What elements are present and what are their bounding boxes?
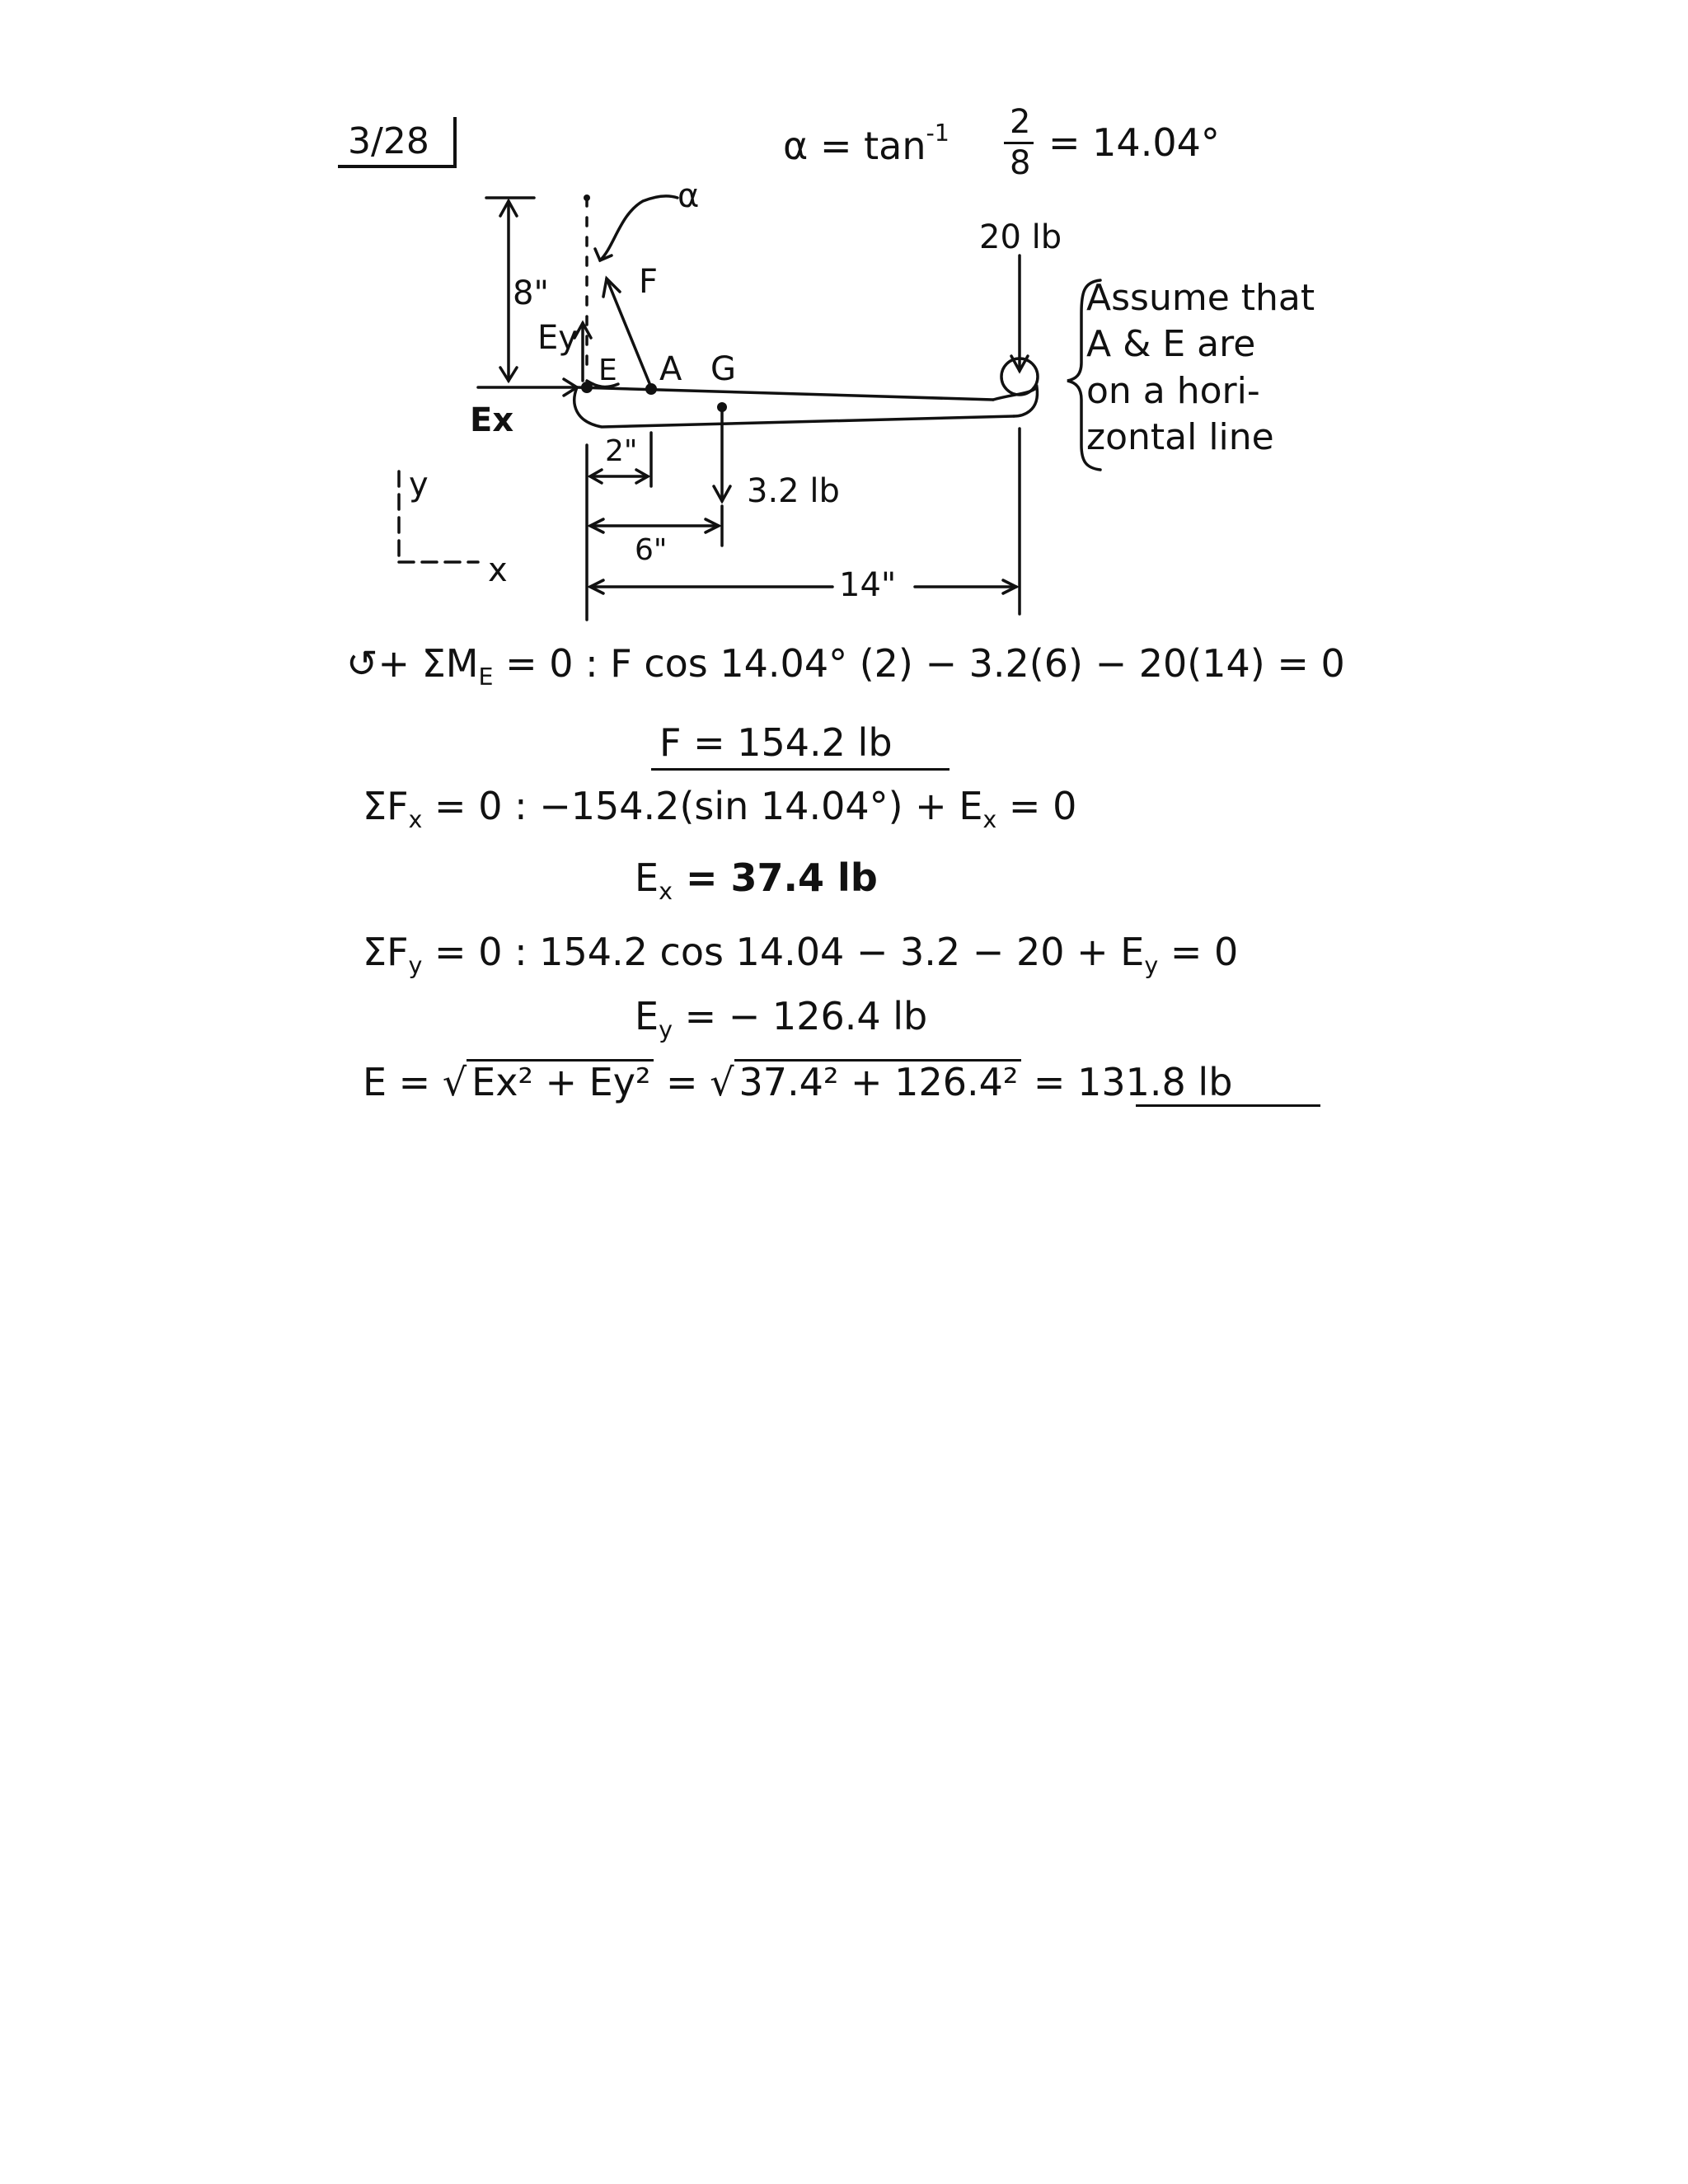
alpha-label: α bbox=[678, 177, 700, 215]
load-20lb-label: 20 lb bbox=[979, 218, 1062, 256]
axis-x-label: x bbox=[488, 551, 508, 589]
alpha-leader bbox=[600, 196, 678, 260]
moment-sum-symbol: ↺+ ΣM bbox=[346, 641, 479, 686]
Ey-result bbox=[635, 994, 928, 1044]
Ey-value: = − 126.4 lb bbox=[672, 994, 928, 1038]
alpha-prefix: α = tan bbox=[783, 124, 926, 168]
Ex-result bbox=[635, 855, 878, 906]
fy-equation bbox=[363, 930, 1239, 980]
fy-terms: = 0 : 154.2 cos 14.04 − 3.2 − 20 + E bbox=[422, 930, 1145, 974]
point-G-label: G bbox=[710, 350, 736, 388]
fy-subscript: y bbox=[408, 952, 423, 980]
E-lhs: E = bbox=[363, 1060, 443, 1104]
E-equals-2: = bbox=[1021, 1060, 1078, 1104]
E-radicand-2: 37.4² + 126.4² bbox=[734, 1059, 1022, 1101]
assumption-note bbox=[1086, 275, 1315, 461]
dim-14-label: 14" bbox=[839, 566, 897, 604]
fy-end-subscript: y bbox=[1144, 952, 1159, 980]
E-result-underline bbox=[1136, 1104, 1320, 1107]
weight-label: 3.2 lb bbox=[747, 472, 840, 510]
Ey-label: Ey bbox=[537, 319, 578, 357]
alpha-exponent: -1 bbox=[926, 120, 950, 147]
E-radicand-1: Ex² + Ey² bbox=[467, 1059, 654, 1101]
F-result-underline bbox=[651, 768, 950, 771]
point-A-dot bbox=[645, 383, 657, 395]
point-G-dot bbox=[717, 402, 727, 412]
E-result: 131.8 lb bbox=[1077, 1060, 1233, 1104]
Ey-subscript: y bbox=[659, 1016, 673, 1044]
fx-equation bbox=[363, 784, 1077, 834]
axis-y-label: y bbox=[409, 466, 429, 504]
reference-top-dot bbox=[584, 194, 590, 201]
fy-sum-symbol: ΣF bbox=[363, 930, 409, 974]
F-result: F = 154.2 lb bbox=[659, 720, 893, 765]
assumption-line-1: Assume that bbox=[1086, 277, 1315, 319]
point-A-label: A bbox=[659, 350, 682, 388]
fx-sum-symbol: ΣF bbox=[363, 784, 409, 828]
Ex-value: = 37.4 lb bbox=[672, 855, 878, 900]
dim-8-label: 8" bbox=[513, 274, 549, 312]
point-E-dot bbox=[581, 382, 593, 393]
point-E-label: E bbox=[598, 354, 617, 387]
Ex-subscript: x bbox=[659, 878, 673, 906]
E-equals-1: = bbox=[654, 1060, 710, 1104]
fx-terms: = 0 : −154.2(sin 14.04°) + E bbox=[422, 784, 983, 828]
fx-end: = 0 bbox=[996, 784, 1077, 828]
problem-number: 3/28 bbox=[348, 120, 429, 162]
moment-equation bbox=[346, 641, 1345, 691]
alpha-numerator: 2 bbox=[1010, 103, 1031, 141]
assumption-line-3: on a hori- bbox=[1086, 369, 1260, 412]
Ey-lhs: E bbox=[635, 994, 659, 1038]
fx-end-subscript: x bbox=[982, 806, 997, 834]
resultant-equation: E = √ Ex² + Ey² = √ 37.4² + 126.4² = 131.8 lb bbox=[363, 1060, 1233, 1104]
force-F-label: F bbox=[639, 263, 659, 301]
assumption-line-4: zontal line bbox=[1086, 415, 1274, 458]
Ex-lhs: E bbox=[635, 855, 659, 900]
alpha-denominator: 8 bbox=[1010, 144, 1031, 182]
dim-2-label: 2" bbox=[605, 434, 638, 468]
dim-6-label: 6" bbox=[635, 533, 668, 567]
moment-terms: = 0 : F cos 14.04° (2) − 3.2(6) − 20(14) = 0 bbox=[493, 641, 1345, 686]
Ex-label: Ex bbox=[470, 401, 514, 439]
fx-subscript: x bbox=[408, 806, 423, 834]
alpha-result: = 14.04° bbox=[1048, 120, 1220, 165]
moment-subscript: E bbox=[478, 663, 494, 691]
lever-top-edge bbox=[577, 387, 993, 400]
assumption-line-2: A & E are bbox=[1086, 323, 1256, 366]
fy-end: = 0 bbox=[1158, 930, 1239, 974]
